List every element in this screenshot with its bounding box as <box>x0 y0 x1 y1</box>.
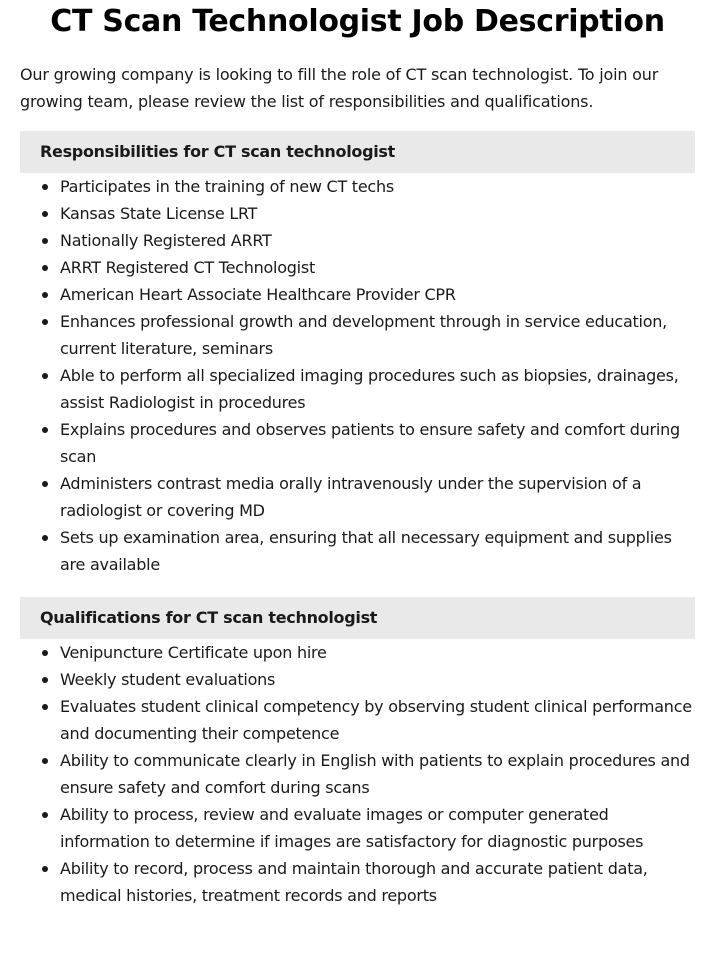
list-item: Evaluates student clinical competency by observing student clinical performance and documenting their competence <box>20 693 695 747</box>
list-item: Enhances professional growth and development through in service education, current literature, seminars <box>20 308 695 362</box>
list-item: Kansas State License LRT <box>20 200 695 227</box>
list-item: Nationally Registered ARRT <box>20 227 695 254</box>
list-item: Ability to communicate clearly in English with patients to explain procedures and ensure safety and comfort during scans <box>20 747 695 801</box>
list-item: Venipuncture Certificate upon hire <box>20 639 695 666</box>
list-item: Explains procedures and observes patients to ensure safety and comfort during scan <box>20 416 695 470</box>
qualifications-list <box>20 639 695 909</box>
list-item: Able to perform all specialized imaging procedures such as biopsies, drainages, assist Radiologist in procedures <box>20 362 695 416</box>
list-item: Participates in the training of new CT techs <box>20 173 695 200</box>
list-item: ARRT Registered CT Technologist <box>20 254 695 281</box>
list-item: Ability to process, review and evaluate images or computer generated information to determine if images are satisfactory for diagnostic purposes <box>20 801 695 855</box>
page-title: CT Scan Technologist Job Description <box>50 4 665 39</box>
job-description-page <box>20 0 695 909</box>
list-item: Administers contrast media orally intravenously under the supervision of a radiologist or covering MD <box>20 470 695 524</box>
list-item: Ability to record, process and maintain thorough and accurate patient data, medical histories, treatment records and reports <box>20 855 695 909</box>
list-item: Weekly student evaluations <box>20 666 695 693</box>
qualifications-heading: Qualifications for CT scan technologist <box>20 597 695 639</box>
list-item: Sets up examination area, ensuring that all necessary equipment and supplies are available <box>20 524 695 578</box>
intro-paragraph: Our growing company is looking to fill the role of CT scan technologist. To join our growing team, please review the list of responsibilities and qualifications. <box>20 65 659 111</box>
responsibilities-heading: Responsibilities for CT scan technologist <box>20 131 695 173</box>
list-item: American Heart Associate Healthcare Provider CPR <box>20 281 695 308</box>
responsibilities-list <box>20 173 695 578</box>
